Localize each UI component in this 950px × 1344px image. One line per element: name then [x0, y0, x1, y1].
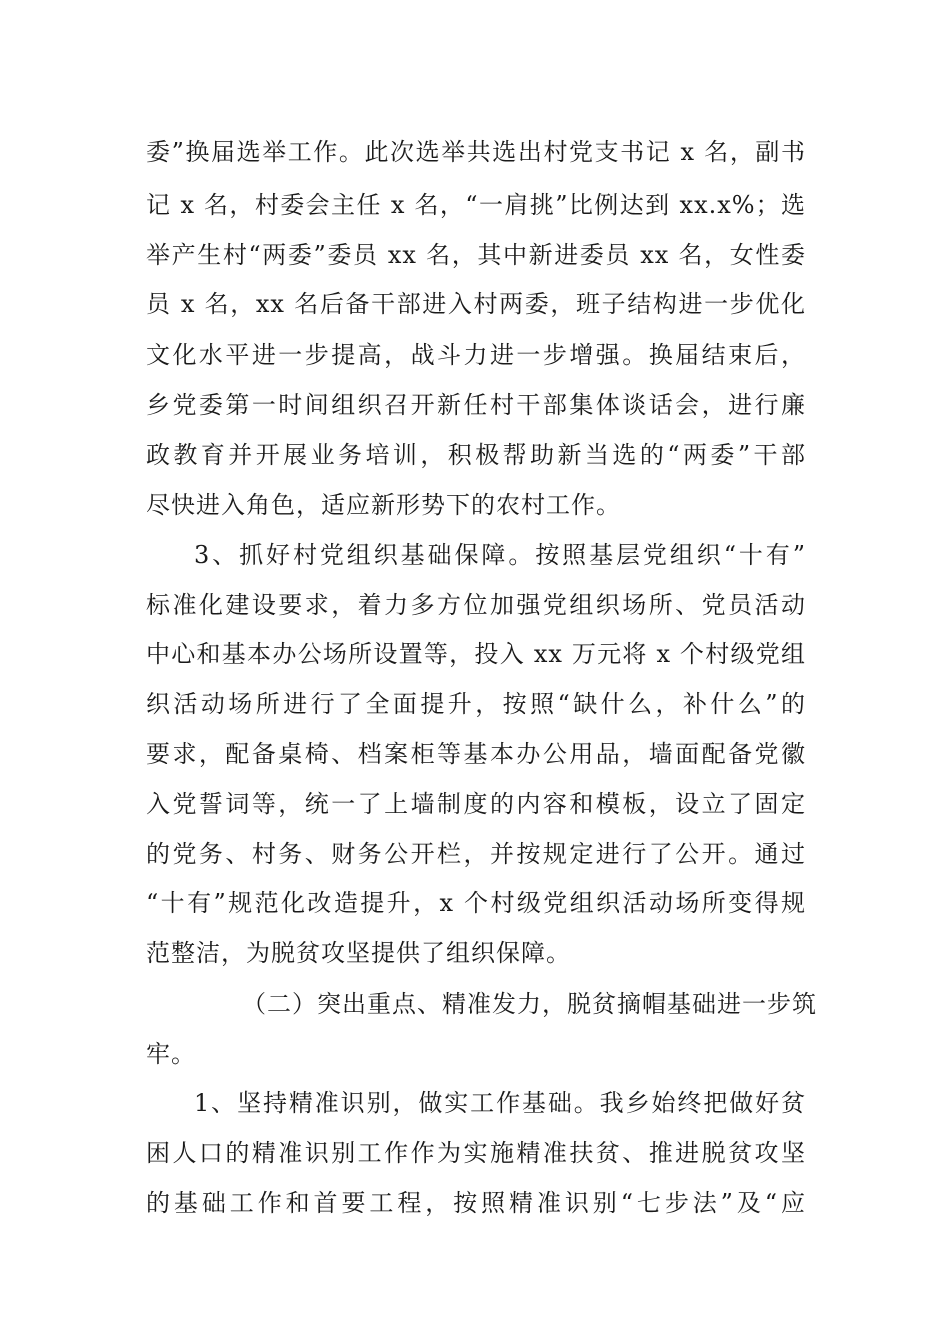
section-heading-line: 3、抓好村党组织基础保障。按照基层党组织“十有”	[194, 541, 806, 569]
paragraph-line: 委”换届选举工作。此次选举共选出村党支书记 x 名，副书	[146, 138, 806, 166]
paragraph-line: 的基础工作和首要工程，按照精准识别“七步法”及“应	[146, 1189, 806, 1217]
paragraph-line: 记 x 名，村委会主任 x 名，“一肩挑”比例达到 xx.x%；选	[146, 191, 806, 219]
paragraph-line: 入党誓词等，统一了上墙制度的内容和模板，设立了固定	[146, 790, 806, 818]
paragraph-line: 举产生村“两委”委员 xx 名，其中新进委员 xx 名，女性委	[146, 241, 806, 269]
paragraph-line: 困人口的精准识别工作作为实施精准扶贫、推进脱贫攻坚	[146, 1139, 806, 1167]
subsection-heading-line: 牢。	[146, 1040, 196, 1068]
paragraph-line: 乡党委第一时间组织召开新任村干部集体谈话会，进行廉	[146, 391, 806, 419]
paragraph-line: 中心和基本办公场所设置等，投入 xx 万元将 x 个村级党组	[146, 640, 806, 668]
paragraph-line: 要求，配备桌椅、档案柜等基本办公用品，墙面配备党徽	[146, 740, 806, 768]
paragraph-line: 尽快进入角色，适应新形势下的农村工作。	[146, 491, 621, 519]
paragraph-line: 范整洁，为脱贫攻坚提供了组织保障。	[146, 939, 571, 967]
paragraph-line: 织活动场所进行了全面提升，按照“缺什么，补什么”的	[146, 690, 806, 718]
paragraph-line: 员 x 名，xx 名后备干部进入村两委，班子结构进一步优化	[146, 290, 806, 318]
subsection-heading-line: （二）突出重点、精准发力，脱贫摘帽基础进一步筑	[242, 990, 817, 1018]
paragraph-line: 标准化建设要求，着力多方位加强党组织场所、党员活动	[146, 591, 806, 619]
paragraph-line: 政教育并开展业务培训，积极帮助新当选的“两委”干部	[146, 441, 806, 469]
paragraph-line: “十有”规范化改造提升，x 个村级党组织活动场所变得规	[146, 889, 806, 917]
section-heading-line: 1、坚持精准识别，做实工作基础。我乡始终把做好贫	[194, 1089, 806, 1117]
paragraph-line: 的党务、村务、财务公开栏，并按规定进行了公开。通过	[146, 840, 806, 868]
paragraph-line: 文化水平进一步提高，战斗力进一步增强。换届结束后，	[146, 341, 806, 369]
